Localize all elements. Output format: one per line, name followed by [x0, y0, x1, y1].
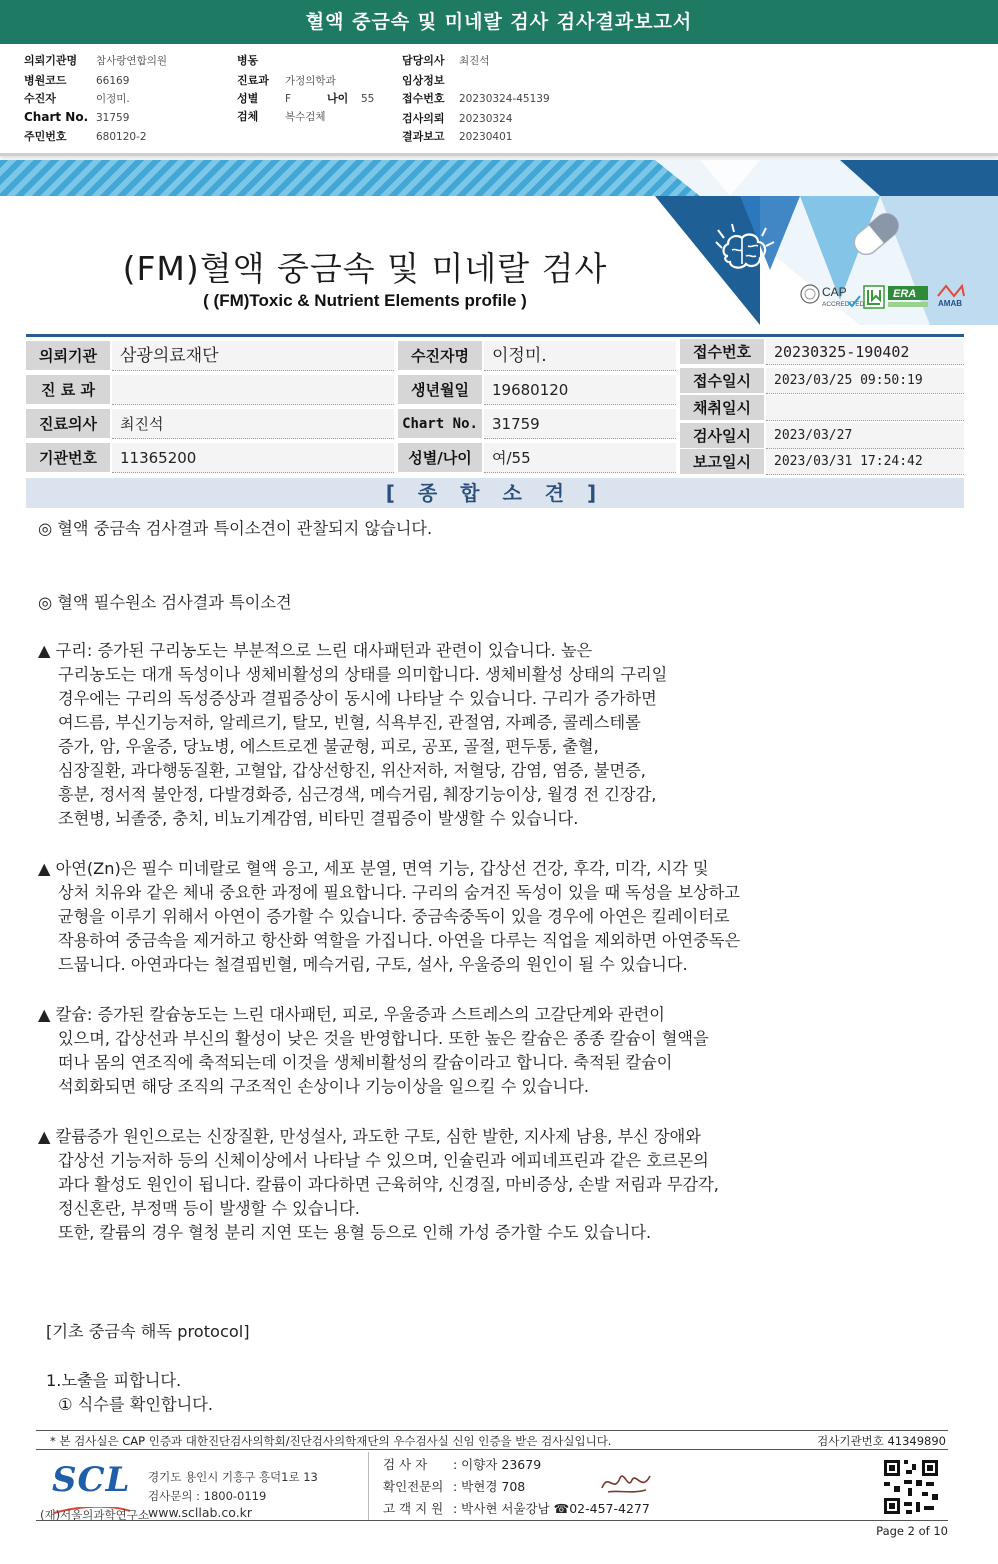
footer-divider	[36, 1520, 948, 1521]
potassium-line: ▲ 칼륨증가 원인으로는 신장질환, 만성설사, 과도한 구토, 심한 발한, 지사제 남용, 부신 장애와	[38, 1127, 701, 1146]
potassium-line: 정신혼란, 부정맥 등이 발생할 수 있습니다.	[58, 1199, 360, 1218]
field-value: 19680120	[484, 375, 676, 405]
top-info-row: 담당의사 최진석	[402, 54, 490, 67]
footer-org-name: (재)서울의과학연구소	[40, 1508, 149, 1522]
potassium-line: 과다 활성도 원인이 됩니다. 칼륨이 과다하면 근육허약, 신경질, 마비증상, 손발 저림과 무감각,	[58, 1175, 719, 1194]
svg-text:ACCREDITED: ACCREDITED	[822, 301, 865, 308]
top-info-row: 주민번호 680120-2	[24, 130, 147, 143]
calcium-line: ▲ 칼슘: 증가된 칼슘농도는 느린 대사패턴, 피로, 우울증과 스트레스의 고갈단계와 관련이	[38, 1005, 665, 1024]
copper-line: ▲ 구리: 증가된 구리농도는 부분적으로 느린 대사패턴과 관련이 있습니다. 높은	[38, 641, 593, 660]
calcium-line: 석회화되면 해당 조직의 구조적인 손상이나 기능이상을 일으킬 수 있습니다.	[58, 1077, 590, 1096]
top-info-row: 성별 F 나이 55	[237, 92, 375, 105]
top-info-panel	[0, 44, 998, 156]
field-label: 보고일시	[680, 449, 764, 475]
protocol-substep: ① 식수를 확인합니다.	[58, 1395, 214, 1414]
field-value: 2023/03/31 17:24:42	[766, 449, 964, 475]
top-info-row: 접수번호 20230324-45139	[402, 92, 550, 105]
field-value: 2023/03/25 09:50:19	[766, 368, 964, 394]
copper-line: 심장질환, 과다행동질환, 고혈압, 갑상선항진, 위산저하, 저혈당, 감염, 염증, 불면증,	[58, 761, 646, 780]
zinc-line: 작용하여 중금속을 제거하고 항산화 역할을 가집니다. 아연을 다루는 직업을 제외하면 아연중독은	[58, 931, 741, 950]
field-value: 최진석	[112, 409, 394, 439]
footer-lab-code: 검사기관번호 41349890	[817, 1434, 946, 1448]
top-info-row: 검체 복수검체	[237, 110, 326, 123]
footer-support: 고 객 지 원 : 박사현 서울강남 ☎02-457-4277	[383, 1501, 650, 1516]
zinc-line: 상처 치유와 같은 체내 중요한 과정에 필요합니다. 구리의 숨겨진 독성이 있을 때 독성을 보상하고	[58, 883, 740, 902]
protocol-step: 1.노출을 피합니다.	[46, 1371, 182, 1390]
qr-code-image	[882, 1458, 940, 1516]
report-banner: 혈액 중금속 및 미네랄 검사 검사결과보고서	[0, 0, 998, 44]
top-info-row: Chart No. 31759	[24, 110, 130, 124]
field-label: 성별/나이	[398, 443, 482, 473]
zinc-line: 균형을 이루기 위해서 아연이 증가할 수 있습니다. 중금속중독이 있을 경우에 아연은 킬레이터로	[58, 907, 730, 926]
page-subtitle: ( (FM)Toxic & Nutrient Elements profile )	[203, 291, 527, 310]
field-label: 접수번호	[680, 339, 764, 365]
footer-confirm-doctor: 확인전문의 : 박현경 708	[383, 1479, 526, 1494]
field-value: 31759	[484, 409, 676, 439]
field-value: 20230325-190402	[766, 339, 964, 365]
field-value: 2023/03/27	[766, 423, 964, 449]
footer-vdivider	[368, 1452, 369, 1520]
top-info-row: 병원코드 66169	[24, 74, 130, 87]
field-value: 11365200	[112, 443, 394, 473]
zinc-line: ▲ 아연(Zn)은 필수 미네랄로 혈액 응고, 세포 분열, 면역 기능, 갑상선 건강, 후각, 미각, 시각 및	[38, 859, 709, 878]
field-label: 진 료 과	[26, 375, 110, 405]
svg-text:ERA: ERA	[893, 288, 917, 300]
lm-logo	[864, 286, 884, 308]
field-label: 접수일시	[680, 368, 764, 394]
scl-logo: SCL	[52, 1460, 132, 1506]
field-label: 생년월일	[398, 375, 482, 405]
field-label: 기관번호	[26, 443, 110, 473]
footer-tester: 검 사 자 : 이향자 23679	[383, 1457, 542, 1472]
field-label: 수진자명	[398, 341, 482, 371]
copper-line: 구리농도는 대개 독성이나 생체비활성의 상태를 의미합니다. 생체비활성 상태의 구리일	[58, 665, 668, 684]
field-value	[112, 375, 394, 405]
top-info-row: 진료과 가정의학과	[237, 74, 336, 87]
top-info-row: 결과보고 20230401	[402, 130, 513, 143]
top-info-row: 의뢰기관명 참사랑연합의원	[24, 54, 168, 67]
copper-line: 여드름, 부신기능저하, 알레르기, 탈모, 빈혈, 식욕부진, 관절염, 자폐증, 콜레스테롤	[58, 713, 641, 732]
field-label: 진료의사	[26, 409, 110, 439]
summary-heading: [ 종 합 소 견 ]	[26, 478, 964, 508]
field-value: 여/55	[484, 443, 676, 473]
footer-address: 경기도 용인시 기흥구 흥덕1로 13	[148, 1470, 318, 1484]
field-value	[766, 395, 964, 421]
footer-website: www.scllab.co.kr	[148, 1505, 253, 1520]
copper-line: 흥분, 정서적 불안정, 다발경화증, 심근경색, 메슥거림, 췌장기능이상, 월경 전 긴장감,	[58, 785, 657, 804]
footer-certification-note: * 본 검사실은 CAP 인증과 대한진단검사의학회/진단검사의학재단의 우수검사실 신임 인증을 받은 검사실입니다.	[50, 1434, 612, 1448]
potassium-line: 갑상선 기능저하 등의 신체이상에서 나타날 수 있으며, 인슐린과 에피네프린과 같은 호르몬의	[58, 1151, 709, 1170]
top-info-row: 수진자 이정미.	[24, 92, 130, 105]
top-info-row: 병동	[237, 54, 259, 67]
field-label: 의뢰기관	[26, 341, 110, 371]
copper-line: 조현병, 뇌졸중, 충치, 비뇨기계감염, 비타민 결핍증이 발생할 수 있습니다.	[58, 809, 579, 828]
calcium-line: 있으며, 갑상선과 부신의 활성이 낮은 것을 반영합니다. 또한 높은 칼슘은 종종 칼슘이 혈액을	[58, 1029, 709, 1048]
calcium-line: 떠나 몸의 연조직에 축적되는데 이것을 생체비활성의 칼슘이라고 합니다. 축적된 칼슘이	[58, 1053, 673, 1072]
page-number: Page 2 of 10	[876, 1524, 948, 1538]
potassium-line: 또한, 칼륨의 경우 혈청 분리 지연 또는 용혈 등으로 인해 가성 증가할 수도 있습니다.	[58, 1223, 652, 1242]
field-value: 삼광의료재단	[112, 341, 394, 371]
footer-phone: 검사문의 : 1800-0119	[148, 1489, 267, 1503]
footer-divider	[36, 1449, 948, 1450]
copper-line: 경우에는 구리의 독성증상과 결핍증상이 동시에 나타날 수 있습니다. 구리가 증가하면	[58, 689, 657, 708]
field-label: 검사일시	[680, 423, 764, 449]
svg-text:AMAB: AMAB	[938, 299, 962, 308]
zinc-line: 드뭅니다. 아연과다는 철결핍빈혈, 메슥거림, 구토, 설사, 우울증의 원인이 될 수 있습니다.	[58, 955, 688, 974]
signature-image	[598, 1468, 654, 1498]
protocol-title: [기초 중금속 해독 protocol]	[46, 1322, 250, 1341]
page-title: (FM)혈액 중금속 및 미네랄 검사	[122, 249, 608, 288]
top-info-row: 임상정보	[402, 74, 445, 87]
era-logo	[888, 286, 928, 307]
finding-minerals-heading: ◎ 혈액 필수원소 검사결과 특이소견	[38, 593, 292, 612]
svg-text:CAP: CAP	[822, 285, 847, 299]
top-info-row: 검사의뢰 20230324	[402, 112, 513, 125]
patient-info-table	[26, 334, 964, 474]
field-label: Chart No.	[398, 409, 482, 439]
copper-line: 증가, 암, 우울증, 당뇨병, 에스트로겐 불균형, 피로, 공포, 골절, 편두통, 출혈,	[58, 737, 599, 756]
finding-heavy-metal: ◎ 혈액 중금속 검사결과 특이소견이 관찰되지 않습니다.	[38, 519, 433, 538]
field-label: 채취일시	[680, 395, 764, 421]
field-value: 이정미.	[484, 341, 676, 371]
footer-divider	[36, 1430, 948, 1431]
